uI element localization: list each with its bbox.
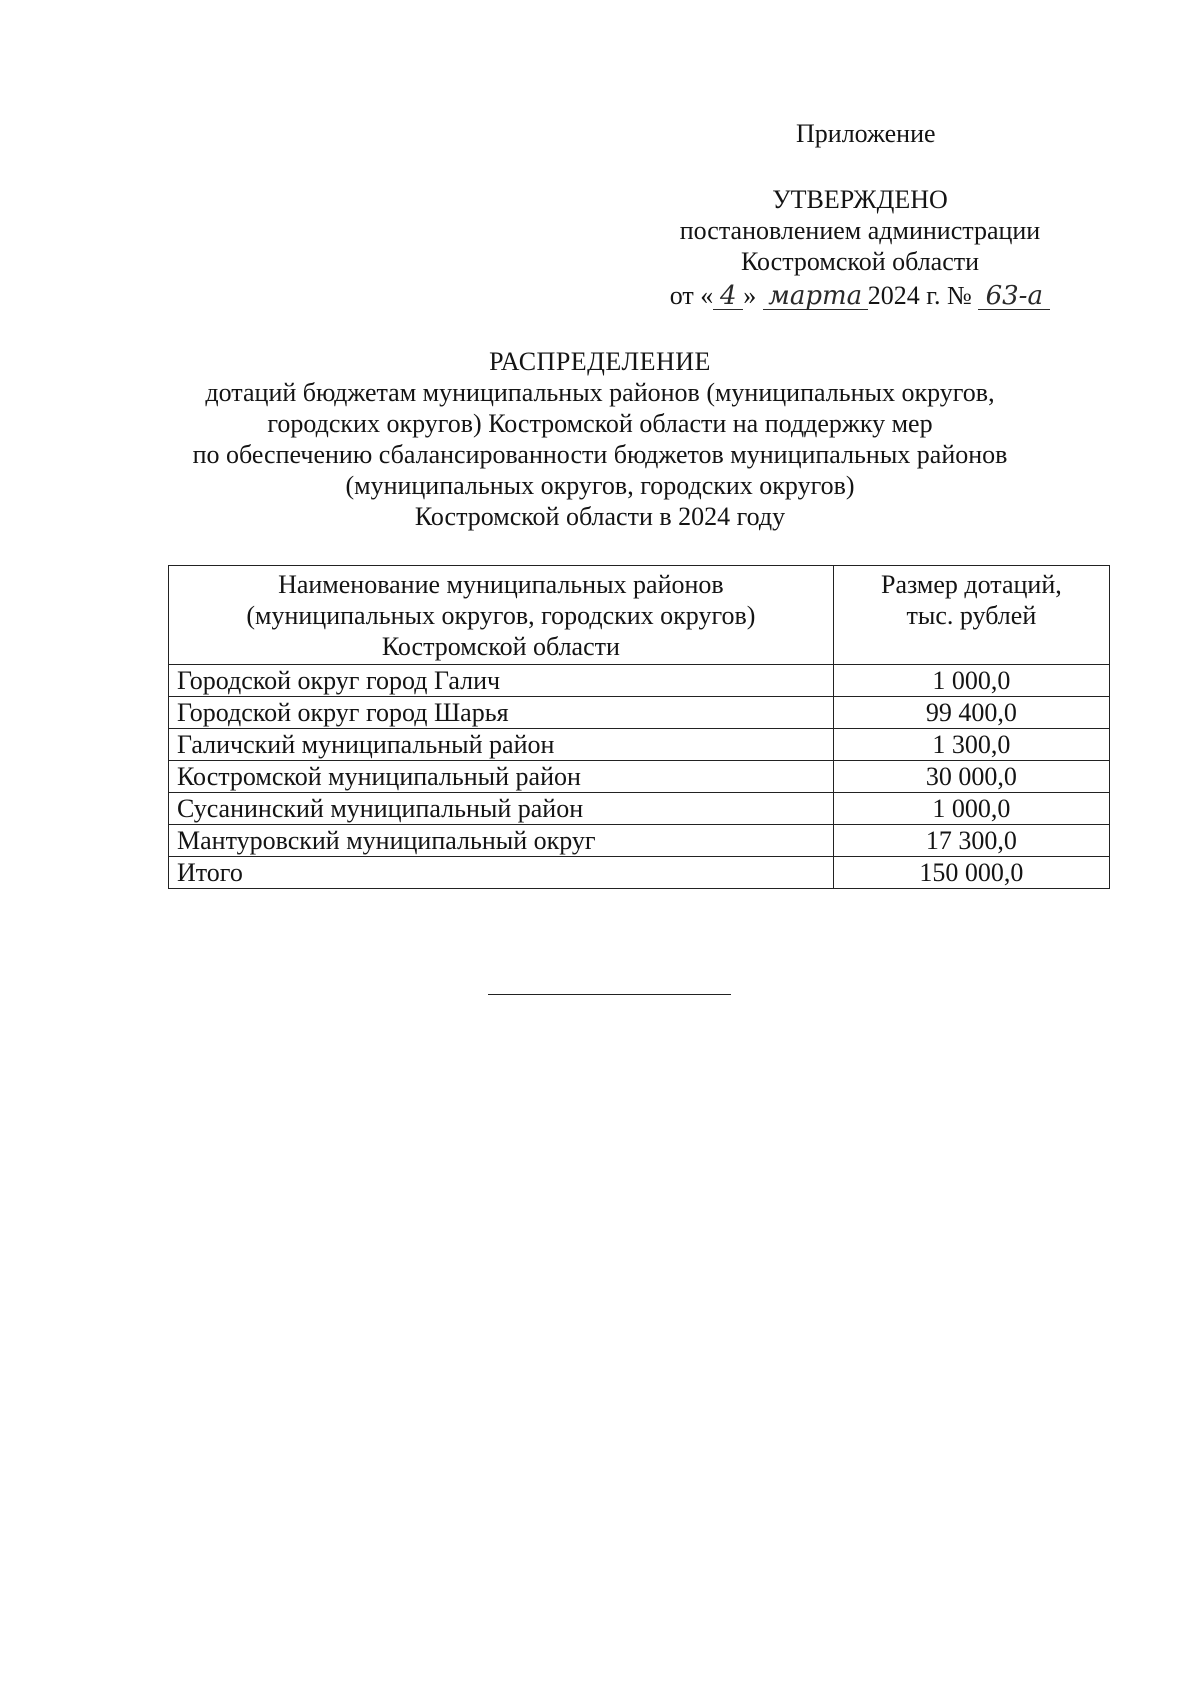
approved-label: УТВЕРЖДЕНО (772, 185, 948, 214)
approval-date-line (600, 280, 1120, 311)
table-row (169, 761, 1110, 793)
header-value-line-2: тыс. рублей (906, 601, 1037, 630)
header-value (833, 566, 1109, 665)
total-value: 150 000,0 (833, 857, 1109, 889)
row-value: 1 000,0 (833, 665, 1109, 697)
row-name: Городской округ город Шарья (169, 697, 834, 729)
table-row (169, 825, 1110, 857)
row-name: Городской округ город Галич (169, 665, 834, 697)
heading-line-1: дотаций бюджетам муниципальных районов (муниципальных округов, (205, 378, 995, 407)
row-name: Костромской муниципальный район (169, 761, 834, 793)
heading-line-2: городских округов) Костромской области на поддержку мер (267, 409, 933, 438)
total-label: Итого (169, 857, 834, 889)
header-name (169, 566, 834, 665)
date-year: 2024 г. № (867, 281, 972, 310)
distribution-table (168, 565, 1110, 889)
table-row (169, 793, 1110, 825)
header-name-line-3: Костромской области (381, 632, 620, 661)
table-total-row (169, 857, 1110, 889)
heading-line-5: Костромской области в 2024 году (414, 502, 786, 531)
approval-line-1: постановлением администрации (679, 216, 1041, 245)
document-heading (130, 346, 1070, 532)
row-value: 17 300,0 (833, 825, 1109, 857)
row-name: Галичский муниципальный район (169, 729, 834, 761)
row-name: Сусанинский муниципальный район (169, 793, 834, 825)
date-month: марта (763, 283, 868, 310)
appendix-label: Приложение (796, 119, 936, 148)
header-name-line-1: Наименование муниципальных районов (278, 570, 724, 599)
document-title: РАСПРЕДЕЛЕНИЕ (489, 347, 711, 376)
row-value: 99 400,0 (833, 697, 1109, 729)
table-row (169, 729, 1110, 761)
heading-line-3: по обеспечению сбалансированности бюджетов муниципальных районов (192, 440, 1008, 469)
table-header-row (169, 566, 1110, 665)
header-name-line-2: (муниципальных округов, городских округов) (246, 601, 756, 630)
table-row (169, 665, 1110, 697)
table-row (169, 697, 1110, 729)
date-mid: » (743, 281, 757, 310)
document-number: 63-а (978, 283, 1050, 310)
row-value: 1 300,0 (833, 729, 1109, 761)
header-value-line-1: Размер дотаций, (881, 570, 1062, 599)
end-separator-line (488, 994, 731, 995)
heading-line-4: (муниципальных округов, городских округов) (345, 471, 855, 500)
approval-line-2: Костромской области (740, 247, 980, 276)
date-prefix: от « (669, 281, 714, 310)
date-day: 4 (713, 283, 743, 310)
row-value: 1 000,0 (833, 793, 1109, 825)
row-value: 30 000,0 (833, 761, 1109, 793)
row-name: Мантуровский муниципальный округ (169, 825, 834, 857)
